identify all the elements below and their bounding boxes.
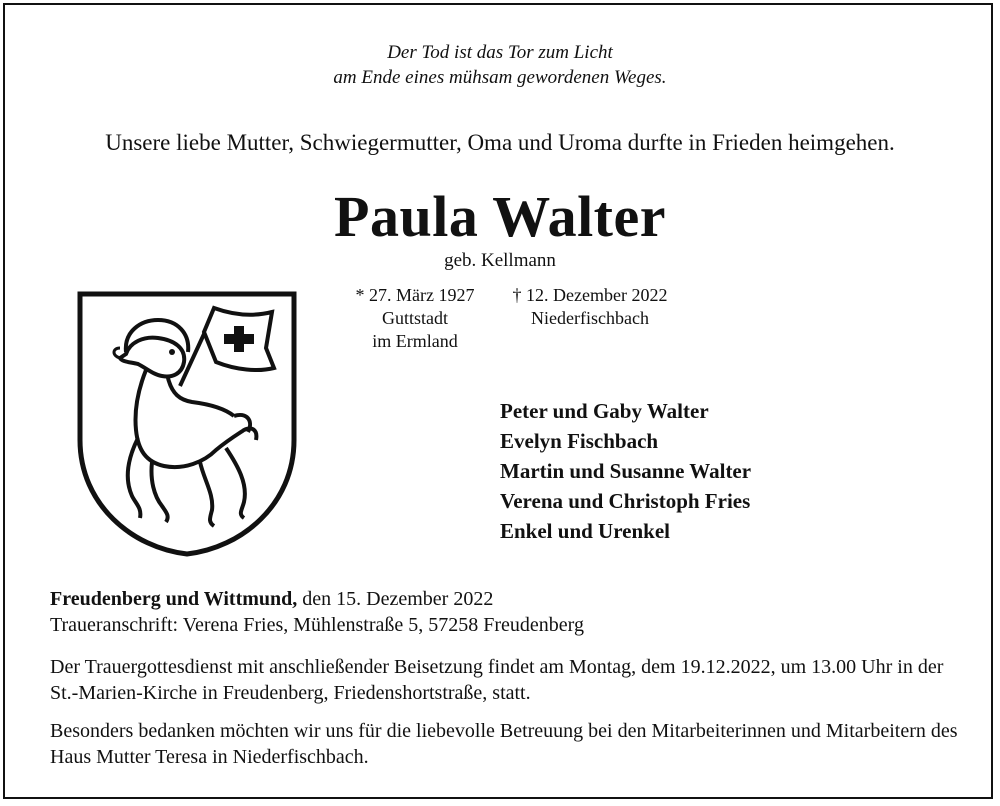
motto-line-2: am Ende eines mühsam gewordenen Weges. [333, 67, 667, 88]
intro-text: Unsere liebe Mutter, Schwiegermutter, Oma und Uroma durfte in Frieden heimgehen. [105, 130, 895, 155]
motto-line-1: Der Tod ist das Tor zum Licht [387, 42, 613, 63]
mourner-item: Enkel und Urenkel [500, 519, 670, 543]
mourners-list [500, 396, 751, 546]
mourner-item: Martin und Susanne Walter [500, 459, 752, 483]
mourner-item: Verena und Christoph Fries [500, 489, 751, 513]
notice-date: den 15. Dezember 2022 [297, 588, 494, 610]
thanks-text: Besonders bedanken möchten wir uns für die liebevolle Betreuung bei den Mitarbeiterinnen und Mitarbeitern des Haus Mutter Teresa in Niederfischbach. [50, 720, 958, 768]
deceased-name: Paula Walter [334, 184, 666, 249]
mourner-item: Evelyn Fischbach [500, 429, 659, 453]
place-names: Freudenberg und Wittmund, [50, 588, 298, 610]
birth-place: Guttstadt [382, 308, 448, 328]
death-date: † 12. Dezember 2022 [512, 285, 668, 305]
birth-info [330, 284, 500, 353]
mourner-item: Peter und Gaby Walter [500, 399, 709, 423]
lamb-of-god-crest-icon [76, 290, 298, 558]
service-info: Der Trauergottesdienst mit anschließender Beisetzung findet am Montag, dem 19.12.2022, um 13.00 Uhr in der St.-Marien-Kirche in Freudenberg, Friedenshortstraße, statt. [50, 656, 944, 704]
motto [0, 40, 1000, 90]
death-info [490, 284, 690, 330]
place-date-line [50, 586, 493, 612]
birth-date: * 27. März 1927 [355, 285, 475, 305]
mourning-address: Traueranschrift: Verena Fries, Mühlenstraße 5, 57258 Freudenberg [50, 614, 584, 636]
born-name: geb. Kellmann [444, 250, 556, 271]
death-place: Niederfischbach [531, 308, 649, 328]
birth-region: im Ermland [372, 331, 458, 351]
